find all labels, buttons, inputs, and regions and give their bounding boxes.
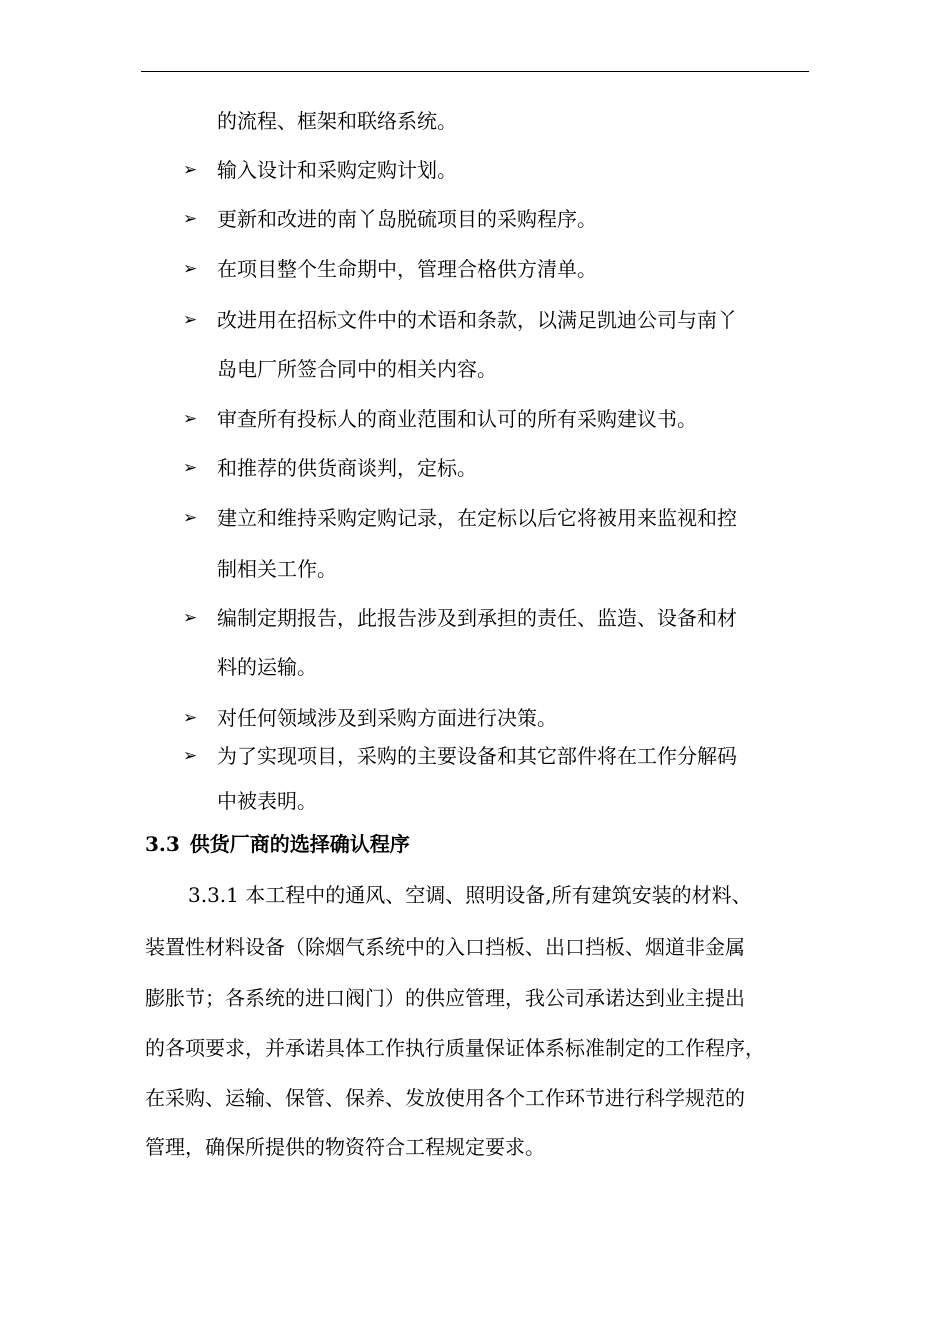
- section-title: 供货厂商的选择确认程序: [189, 832, 410, 856]
- header-rule: [141, 71, 809, 72]
- arrow-bullet-icon: ➢: [183, 409, 198, 429]
- section-number: 3.3: [145, 832, 180, 856]
- section-heading: [145, 831, 410, 857]
- paragraph-line: 膨胀节；各系统的进口阀门）的供应管理，我公司承诺达到业主提出: [145, 986, 745, 1010]
- list-item: 编制定期报告，此报告涉及到承担的责任、监造、设备和材: [217, 606, 737, 630]
- paragraph-line: 3.3.1 本工程中的通风、空调、照明设备,所有建筑安装的材料、: [188, 883, 752, 907]
- arrow-bullet-icon: ➢: [183, 310, 198, 330]
- continuation-text: 的流程、框架和联络系统。: [217, 109, 457, 133]
- list-item-continuation: 岛电厂所签合同中的相关内容。: [217, 357, 497, 381]
- list-item: 输入设计和采购定购计划。: [217, 158, 457, 182]
- list-item-continuation: 中被表明。: [217, 789, 317, 813]
- list-item: 改进用在招标文件中的术语和条款，以满足凯迪公司与南丫: [217, 308, 737, 332]
- list-item: 和推荐的供货商谈判，定标。: [217, 456, 477, 480]
- list-item-continuation: 料的运输。: [217, 655, 317, 679]
- paragraph-line: 管理，确保所提供的物资符合工程规定要求。: [145, 1135, 545, 1159]
- list-item: 审查所有投标人的商业范围和认可的所有采购建议书。: [217, 407, 697, 431]
- arrow-bullet-icon: ➢: [183, 608, 198, 628]
- list-item: 对任何领域涉及到采购方面进行决策。: [217, 706, 557, 730]
- paragraph-line: 装置性材料设备（除烟气系统中的入口挡板、出口挡板、烟道非金属: [145, 935, 745, 959]
- arrow-bullet-icon: ➢: [183, 708, 198, 728]
- arrow-bullet-icon: ➢: [183, 259, 198, 279]
- arrow-bullet-icon: ➢: [183, 209, 198, 229]
- arrow-bullet-icon: ➢: [183, 746, 198, 766]
- list-item-continuation: 制相关工作。: [217, 557, 337, 581]
- list-item: 建立和维持采购定购记录，在定标以后它将被用来监视和控: [217, 506, 737, 530]
- list-item: 在项目整个生命期中，管理合格供方清单。: [217, 257, 597, 281]
- arrow-bullet-icon: ➢: [183, 160, 198, 180]
- list-item: 为了实现项目，采购的主要设备和其它部件将在工作分解码: [217, 744, 737, 768]
- arrow-bullet-icon: ➢: [183, 458, 198, 478]
- arrow-bullet-icon: ➢: [183, 508, 198, 528]
- paragraph-line: 在采购、运输、保管、保养、发放使用各个工作环节进行科学规范的: [145, 1086, 745, 1110]
- list-item: 更新和改进的南丫岛脱硫项目的采购程序。: [217, 207, 597, 231]
- paragraph-line: 的各项要求，并承诺具体工作执行质量保证体系标准制定的工作程序，: [145, 1036, 765, 1060]
